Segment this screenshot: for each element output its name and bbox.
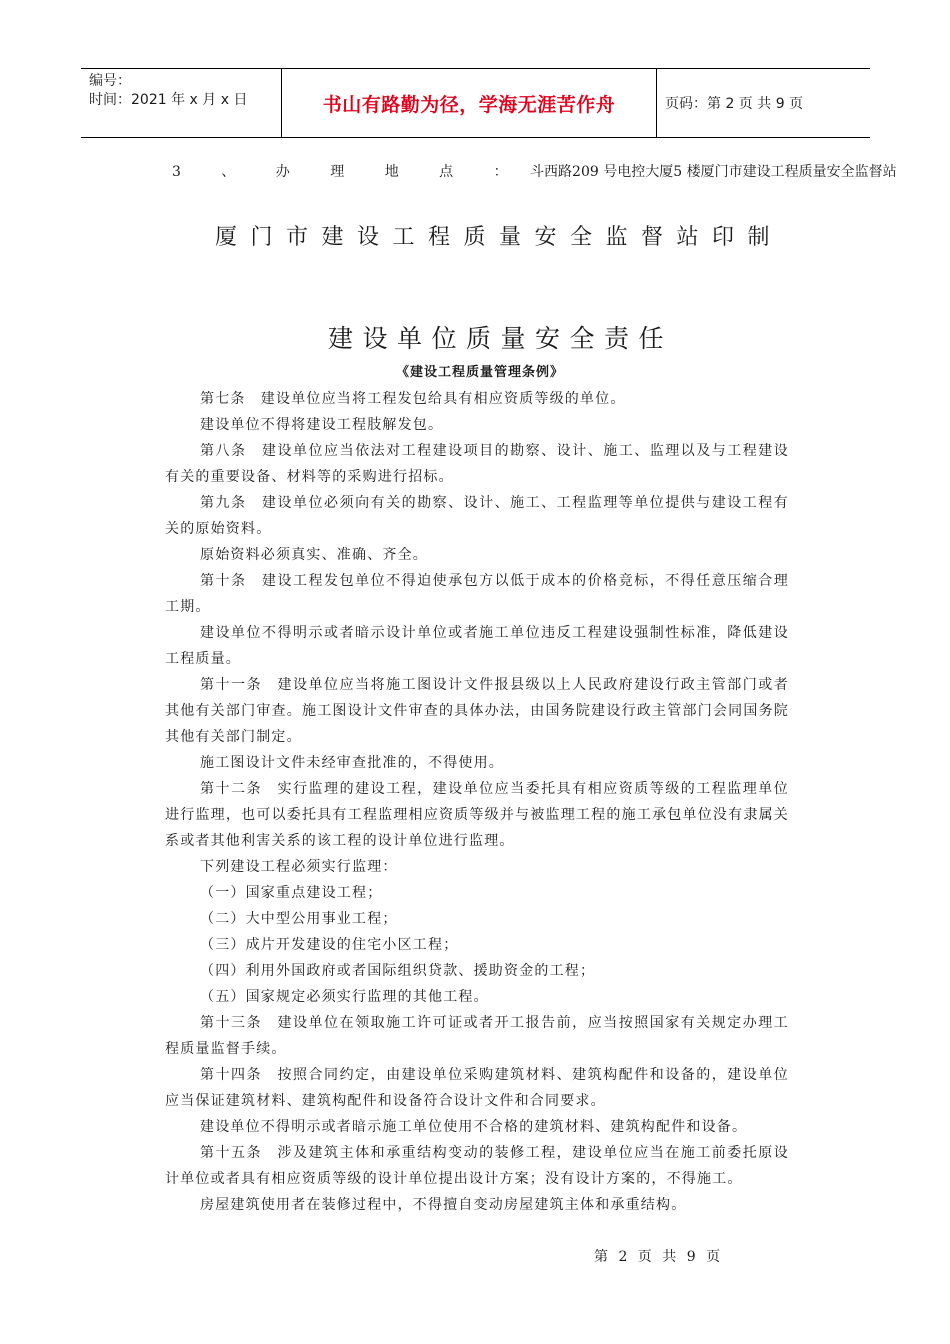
address-line xyxy=(172,162,897,182)
address-value: 斗西路209 号电控大厦5 楼厦门市建设工程质量安全监督站 xyxy=(530,164,897,180)
motto-text: 书山有路勤为径，学海无涯苦作舟 xyxy=(322,93,616,116)
header-page-cell xyxy=(657,69,870,137)
header-motto-cell xyxy=(282,69,657,137)
paragraph: 第十条 建设工程发包单位不得迫使承包方以低于成本的价格竞标，不得任意压缩合理工期。 xyxy=(165,573,789,615)
paragraph: 第十一条 建设单位应当将施工图设计文件报县级以上人民政府建设行政主管部门或者其他有关部门审查。施工图设计文件审查的具体办法，由国务院建设行政主管部门会同国务院其他有关部门制定。 xyxy=(165,677,789,745)
paragraph: 第七条 建设单位应当将工程发包给具有相应资质等级的单位。 xyxy=(200,391,626,407)
doc-date-label: 时间：2021 年 x 月 x 日 xyxy=(89,92,248,108)
regulation-subtitle: 《建设工程质量管理条例》 xyxy=(396,365,565,380)
page-footer: 第 2 页 共 9 页 xyxy=(594,1249,724,1265)
paragraph: 原始资料必须真实、准确、齐全。 xyxy=(200,547,428,563)
printed-by: 厦门市建设工程质量安全监督站印制 xyxy=(215,225,784,250)
paragraph: 第九条 建设单位必须向有关的勘察、设计、施工、工程监理等单位提供与建设工程有关的原始资料。 xyxy=(165,495,789,537)
paragraph: 第八条 建设单位应当依法对工程建设项目的勘察、设计、施工、监理以及与工程建设有关的重要设备、材料等的采购进行招标。 xyxy=(165,443,789,485)
paragraph: 第十二条 实行监理的建设工程，建设单位应当委托具有相应资质等级的工程监理单位进行监理，也可以委托具有工程监理相应资质等级并与被监理工程的施工承包单位没有隶属关系或者其他利害关系的该工程的设计单位进行监理。 xyxy=(165,781,789,849)
paragraph: 下列建设工程必须实行监理： xyxy=(200,859,398,875)
paragraph: 建设单位不得明示或者暗示施工单位使用不合格的建筑材料、建筑构配件和设备。 xyxy=(200,1119,748,1135)
list-item: （四）利用外国政府或者国际组织贷款、援助资金的工程； xyxy=(200,963,596,979)
list-item: （一）国家重点建设工程； xyxy=(200,885,383,901)
paragraph: 建设单位不得将建设工程肢解发包。 xyxy=(200,417,444,433)
page-indicator: 页码：第 2 页 共 9 页 xyxy=(665,96,804,112)
list-item: （五）国家规定必须实行监理的其他工程。 xyxy=(200,989,489,1005)
paragraph: 第十五条 涉及建筑主体和承重结构变动的装修工程，建设单位应当在施工前委托原设计单位或者具有相应资质等级的设计单位提出设计方案；没有设计方案的，不得施工。 xyxy=(165,1145,789,1187)
paragraph: 建设单位不得明示或者暗示设计单位或者施工单位违反工程建设强制性标准，降低建设工程质量。 xyxy=(165,625,789,667)
address-label: 3 、 办 理 地 点 ： xyxy=(172,164,526,180)
doc-number-label: 编号： xyxy=(89,73,131,89)
section-title: 建设单位质量安全责任 xyxy=(328,324,674,353)
list-item: （二）大中型公用事业工程； xyxy=(200,911,398,927)
list-item: （三）成片开发建设的住宅小区工程； xyxy=(200,937,459,953)
header-table xyxy=(81,68,870,138)
paragraph: 房屋建筑使用者在装修过程中，不得擅自变动房屋建筑主体和承重结构。 xyxy=(200,1197,687,1213)
paragraph: 第十四条 按照合同约定，由建设单位采购建筑材料、建筑构配件和设备的，建设单位应当保证建筑材料、建筑构配件和设备符合设计文件和合同要求。 xyxy=(165,1067,789,1109)
paragraph: 施工图设计文件未经审查批准的，不得使用。 xyxy=(200,755,504,771)
article-body xyxy=(165,386,789,1218)
header-meta-cell xyxy=(81,69,282,137)
paragraph: 第十三条 建设单位在领取施工许可证或者开工报告前，应当按照国家有关规定办理工程质量监督手续。 xyxy=(165,1015,789,1057)
